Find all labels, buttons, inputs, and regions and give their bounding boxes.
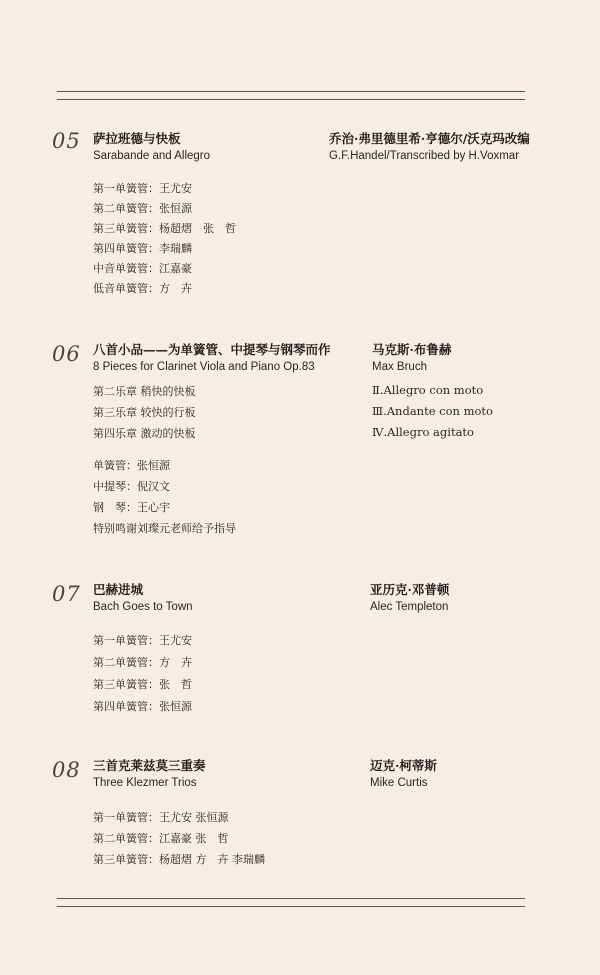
composer-en: G.F.Handel/Transcribed by H.Voxmar bbox=[329, 150, 520, 162]
performer-line: 第三单簧管：张 哲 bbox=[93, 678, 192, 691]
performer-line: 第二单簧管：张恒源 bbox=[93, 202, 192, 215]
piece-number: 05 bbox=[52, 129, 81, 153]
acknowledgement: 特别鸣谢刘璨元老师给予指导 bbox=[93, 522, 236, 535]
movement-en: Ⅳ.Allegro agitato bbox=[372, 425, 474, 439]
performer-line: 第一单簧管：王尤安 bbox=[93, 182, 192, 195]
piece-title-zh: 巴赫进城 bbox=[93, 582, 144, 597]
program-item-06 bbox=[52, 340, 532, 540]
composer-en: Max Bruch bbox=[372, 361, 427, 373]
movement-en: Ⅱ.Allegro con moto bbox=[372, 383, 484, 397]
movement-zh: 第三乐章 较快的行板 bbox=[93, 406, 196, 419]
composer-zh: 亚历克·邓普顿 bbox=[370, 582, 450, 597]
piece-number: 06 bbox=[52, 342, 81, 366]
performer-line: 第四单簧管：张恒源 bbox=[93, 700, 192, 713]
top-rule-upper bbox=[57, 91, 525, 92]
performer-line: 第二单簧管：江嘉豪 张 哲 bbox=[93, 832, 229, 845]
performer-line: 单簧管：张恒源 bbox=[93, 459, 170, 472]
piece-title-en: Sarabande and Allegro bbox=[93, 150, 211, 162]
movement-en: Ⅲ.Andante con moto bbox=[372, 404, 493, 418]
performer-line: 中提琴：倪汉文 bbox=[93, 480, 170, 493]
composer-zh: 马克斯·布鲁赫 bbox=[372, 342, 452, 357]
performer-line: 中音单簧管：江嘉豪 bbox=[93, 262, 192, 275]
performer-line: 第二单簧管：方 卉 bbox=[93, 656, 192, 669]
performer-line: 第一单簧管：王尤安 张恒源 bbox=[93, 811, 229, 824]
top-rule-lower bbox=[57, 99, 525, 100]
piece-title-zh: 三首克莱兹莫三重奏 bbox=[93, 758, 206, 773]
composer-en: Mike Curtis bbox=[370, 777, 428, 789]
performer-line: 第四单簧管：李瑞麟 bbox=[93, 242, 192, 255]
piece-title-en: Bach Goes to Town bbox=[93, 601, 193, 613]
program-item-05 bbox=[52, 129, 532, 299]
program-item-08 bbox=[52, 756, 532, 866]
performer-line: 第三单簧管：杨超熠 方 卉 李瑞麟 bbox=[93, 853, 265, 866]
composer-en: Alec Templeton bbox=[370, 601, 449, 613]
piece-number: 07 bbox=[52, 582, 81, 606]
performer-line: 低音单簧管：方 卉 bbox=[93, 282, 192, 295]
performer-line: 第三单簧管：杨超熠 张 哲 bbox=[93, 222, 236, 235]
performer-line: 第一单簧管：王尤安 bbox=[93, 634, 192, 647]
composer-zh: 迈克·柯蒂斯 bbox=[370, 758, 437, 773]
piece-number: 08 bbox=[52, 758, 81, 782]
movement-zh: 第二乐章 稍快的快板 bbox=[93, 385, 196, 398]
piece-title-zh: 八首小品——为单簧管、中提琴与钢琴而作 bbox=[93, 342, 331, 357]
piece-title-zh: 萨拉班德与快板 bbox=[93, 131, 181, 146]
movement-zh: 第四乐章 激动的快板 bbox=[93, 427, 196, 440]
bottom-rule-upper bbox=[57, 898, 525, 899]
performer-line: 钢 琴：王心宇 bbox=[93, 501, 170, 514]
bottom-rule-lower bbox=[57, 906, 525, 907]
program-item-07 bbox=[52, 580, 532, 713]
piece-title-en: Three Klezmer Trios bbox=[93, 777, 197, 789]
piece-title-en: 8 Pieces for Clarinet Viola and Piano Op.83 bbox=[93, 361, 315, 373]
composer-zh: 乔治·弗里德里希·亨德尔/沃克玛改编 bbox=[329, 131, 530, 146]
